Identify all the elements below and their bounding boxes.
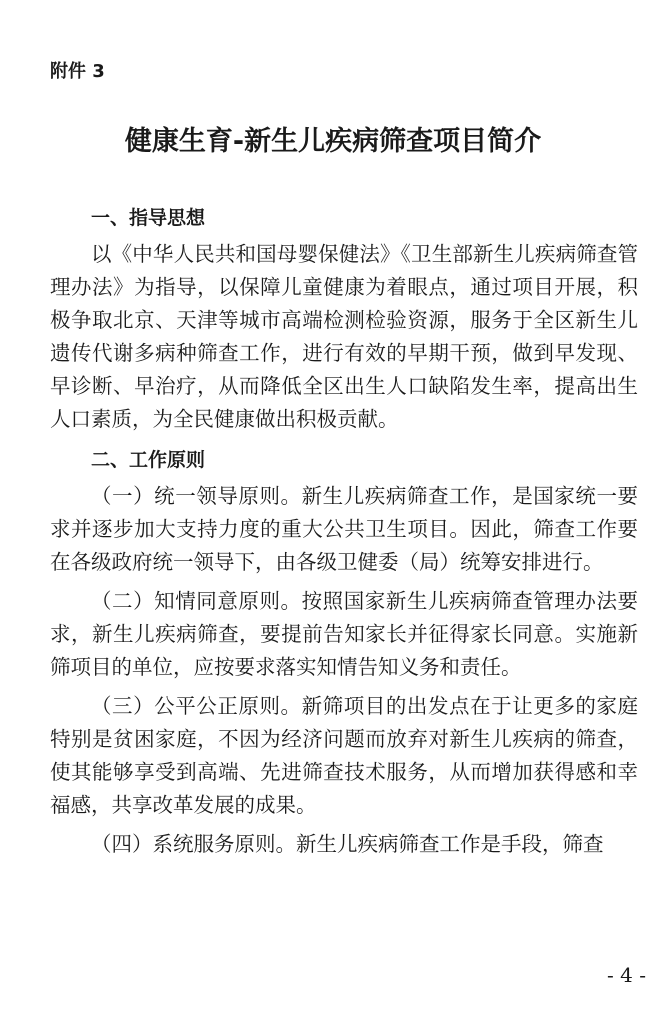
section-guiding-ideology	[50, 200, 638, 436]
paragraph: （三）公平公正原则。新筛项目的出发点在于让更多的家庭特别是贫困家庭，不因为经济问题而放弃对新生儿疾病的筛查，使其能够享受到高端、先进筛查技术服务，从而增加获得感和幸福感，共享改革发展的成果。	[50, 694, 638, 817]
section-heading: 一、指导思想	[91, 207, 206, 229]
document-body	[50, 200, 638, 867]
paragraph: （四）系统服务原则。新生儿疾病筛查工作是手段，筛查	[91, 832, 604, 856]
paragraph: （一）统一领导原则。新生儿疾病筛查工作，是国家统一要求并逐步加大支持力度的重大公共卫生项目。因此，筛查工作要在各级政府统一领导下，由各级卫健委（局）统筹安排进行。	[50, 484, 638, 574]
page-number: - 4 -	[607, 963, 646, 987]
paragraph: 以《中华人民共和国母婴保健法》《卫生部新生儿疾病筛查管理办法》为指导，以保障儿童健康为着眼点，通过项目开展，积极争取北京、天津等城市高端检测检验资源，服务于全区新生儿遗传代谢多病种筛查工作，进行有效的早期干预，做到早发现、早诊断、早治疗，从而降低全区出生人口缺陷发生率，提高出生人口素质，为全民健康做出积极贡献。	[50, 242, 638, 431]
attachment-label: 附件 3	[50, 61, 105, 82]
section-heading: 二、工作原则	[91, 449, 206, 471]
section-work-principles	[50, 442, 638, 861]
document-title: 健康生育-新生儿疾病筛查项目简介	[124, 126, 542, 157]
paragraph: （二）知情同意原则。按照国家新生儿疾病筛查管理办法要求，新生儿疾病筛查，要提前告知家长并征得家长同意。实施新筛项目的单位，应按要求落实知情告知义务和责任。	[50, 589, 638, 679]
